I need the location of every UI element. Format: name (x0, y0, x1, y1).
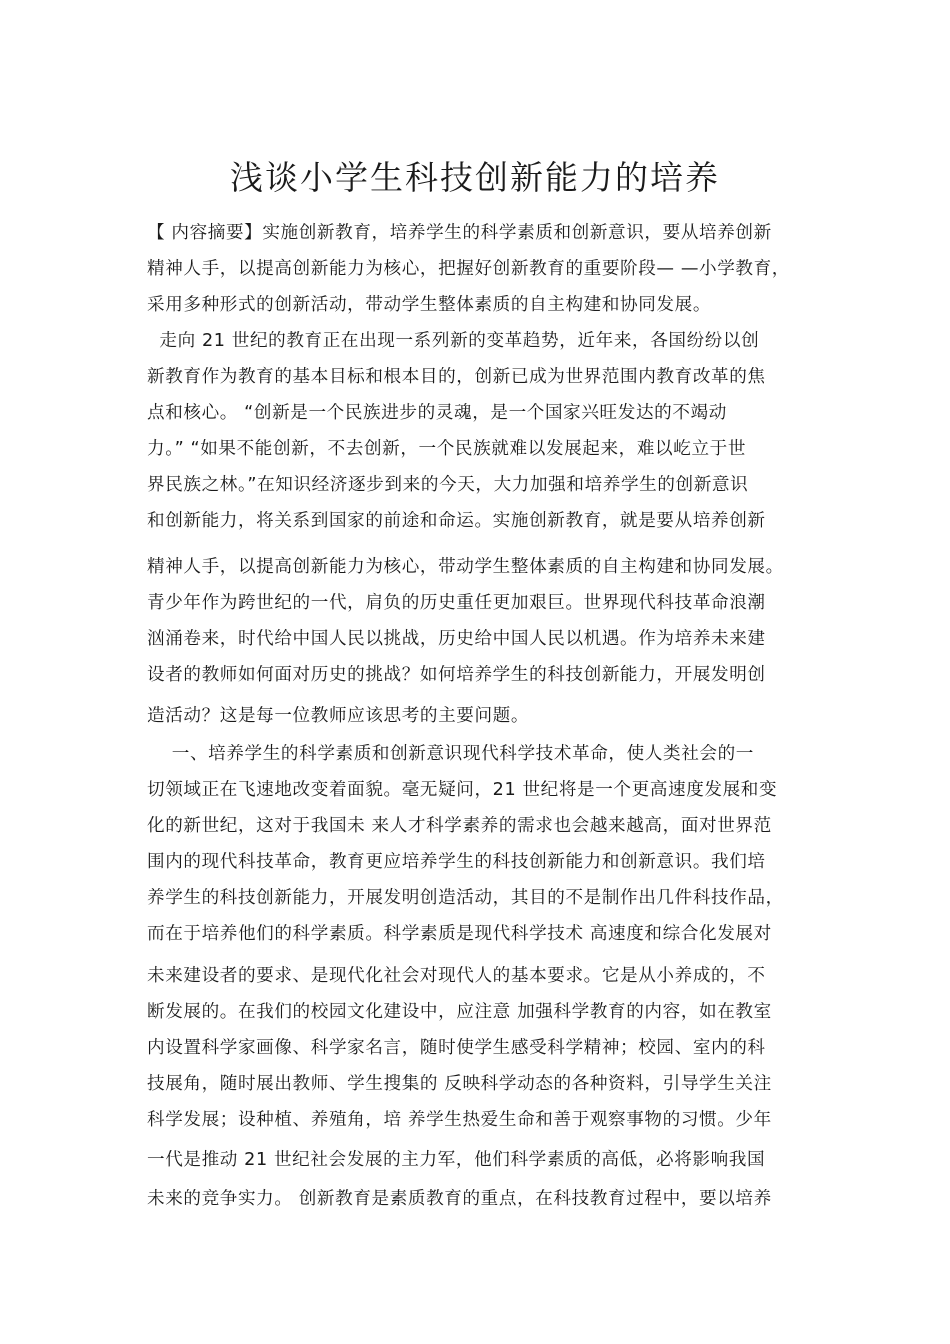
text-line: 造活动？这是每一位教师应该思考的主要问题。 (147, 706, 530, 726)
text-line: 一代是推动 21 世纪社会发展的主力军，他们科学素质的高低，必将影响我国 (147, 1150, 766, 1170)
text-line: 新教育作为教育的基本目标和根本目的，创新已成为世界范围内教育改革的焦 (147, 367, 766, 387)
text-line: 走向 21 世纪的教育正在出现一系列新的变革趋势，近年来，各国纷纷以创 (147, 331, 760, 351)
text-line: 围内的现代科技革命，教育更应培养学生的科技创新能力和创新意识。我们培 (147, 852, 766, 872)
text-line: 断发展的。在我们的校园文化建设中，应注意 加强科学教育的内容，如在教室 (147, 1002, 772, 1022)
document-title: 浅谈小学生科技创新能力的培养 (230, 158, 720, 197)
text-line: 和创新能力，将关系到国家的前途和命运。实施创新教育，就是要从培养创新 (147, 511, 766, 531)
text-line: 化的新世纪，这对于我国未 来人才科学素养的需求也会越来越高，面对世界范 (147, 816, 772, 836)
text-line: 汹涌卷来，时代给中国人民以挑战，历史给中国人民以机遇。作为培养未来建 (147, 629, 766, 649)
text-line: 养学生的科技创新能力，开展发明创造活动，其目的不是制作出几件科技作品， (147, 888, 784, 908)
text-line: 未来的竞争实力。 创新教育是素质教育的重点，在科技教育过程中，要以培养 (147, 1189, 772, 1209)
text-line: 力。” “如果不能创新，不去创新，一个民族就难以发展起来，难以屹立于世 (147, 439, 747, 459)
text-line: 设者的教师如何面对历史的挑战？如何培养学生的科技创新能力，开展发明创 (147, 665, 766, 685)
text-line: 精神人手，以提高创新能力为核心，把握好创新教育的重要阶段— —小学教育， (147, 259, 790, 279)
text-line: 内设置科学家画像、科学家名言，随时使学生感受科学精神；校园、室内的科 (147, 1038, 766, 1058)
text-line: 青少年作为跨世纪的一代，肩负的历史重任更加艰巨。世界现代科技革命浪潮 (147, 593, 766, 613)
text-line: 切领域正在飞速地改变着面貌。毫无疑问，21 世纪将是一个更高速度发展和变 (147, 780, 778, 800)
text-line: 界民族之林。”在知识经济逐步到来的今天，大力加强和培养学生的创新意识 (147, 475, 749, 495)
text-line: 采用多种形式的创新活动，带动学生整体素质的自主构建和协同发展。 (147, 295, 712, 315)
text-line: 而在于培养他们的科学素质。科学素质是现代科学技术 高速度和综合化发展对 (147, 924, 772, 944)
text-line: 技展角，随时展出教师、学生搜集的 反映科学动态的各种资料，引导学生关注 (147, 1074, 772, 1094)
text-line: 未来建设者的要求、是现代化社会对现代人的基本要求。它是从小养成的，不 (147, 966, 766, 986)
text-line: 科学发展；设种植、养殖角，培 养学生热爱生命和善于观察事物的习惯。少年 (147, 1110, 772, 1130)
text-line: 一、培养学生的科学素质和创新意识现代科学技术革命，使人类社会的一 (147, 744, 754, 764)
text-line: 精神人手，以提高创新能力为核心，带动学生整体素质的自主构建和协同发展。 (147, 557, 784, 577)
text-line: 【 内容摘要】实施创新教育，培养学生的科学素质和创新意识，要从培养创新 (147, 223, 772, 243)
text-line: 点和核心。 “创新是一个民族进步的灵魂，是一个国家兴旺发达的不竭动 (147, 403, 727, 423)
